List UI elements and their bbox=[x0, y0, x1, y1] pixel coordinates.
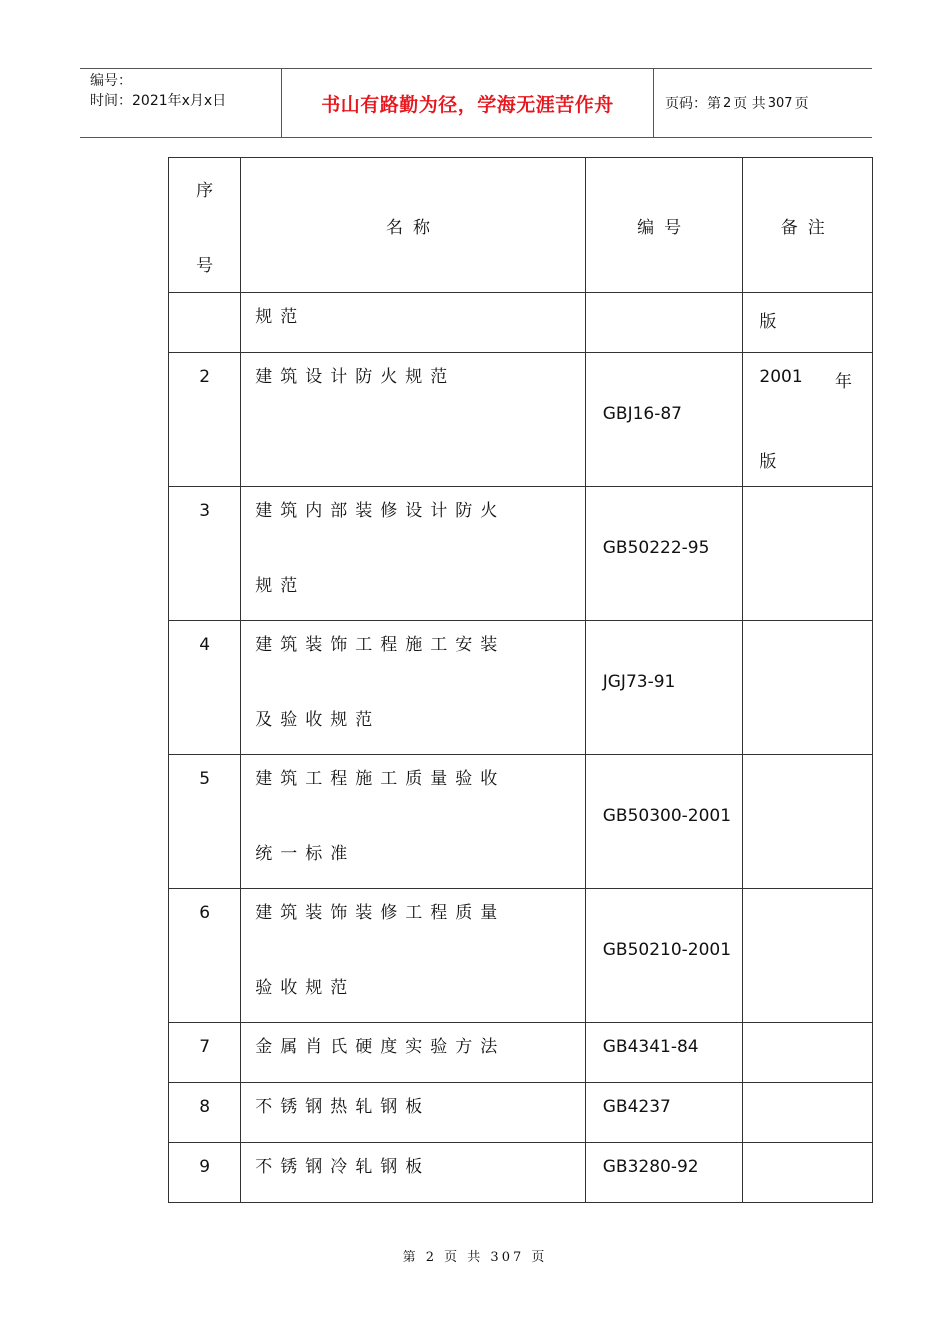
cell-note bbox=[743, 1023, 873, 1083]
table-row bbox=[169, 889, 873, 1023]
doc-time: 时间：2021年x月x日 bbox=[90, 93, 227, 109]
name-line: 建筑装饰装修工程质量 bbox=[255, 903, 506, 923]
cell-seq: 9 bbox=[169, 1143, 241, 1203]
table-row bbox=[169, 621, 873, 755]
name-line: 验收规范 bbox=[255, 978, 356, 998]
cell-seq: 8 bbox=[169, 1083, 241, 1143]
name-line: 及验收规范 bbox=[255, 710, 381, 730]
cell-code: GB50300-2001 bbox=[585, 755, 743, 889]
header-seq: 序 号 bbox=[169, 158, 241, 293]
page-prefix: 页码：第 bbox=[665, 96, 721, 112]
cell-seq: 5 bbox=[169, 755, 241, 889]
cell-code: GB3280-92 bbox=[585, 1143, 743, 1203]
note-edition: 版 bbox=[759, 452, 777, 472]
cell-code: GB50210-2001 bbox=[585, 889, 743, 1023]
header-name: 名称 bbox=[241, 158, 585, 293]
cell-seq: 6 bbox=[169, 889, 241, 1023]
cell-note bbox=[743, 889, 873, 1023]
table-row bbox=[169, 755, 873, 889]
cell-code: GB4237 bbox=[585, 1083, 743, 1143]
cell-name bbox=[241, 1023, 585, 1083]
cell-code bbox=[585, 293, 743, 353]
cell-note bbox=[743, 293, 873, 353]
page-suffix: 页 bbox=[794, 96, 809, 112]
name-line: 金属肖氏硬度实验方法 bbox=[255, 1037, 506, 1057]
cell-code: GB50222-95 bbox=[585, 487, 743, 621]
cell-note bbox=[743, 755, 873, 889]
name-line: 不锈钢热轧钢板 bbox=[255, 1097, 431, 1117]
table-row bbox=[169, 1023, 873, 1083]
page-header bbox=[80, 68, 872, 138]
page-current: 2 bbox=[723, 95, 732, 111]
cell-note bbox=[743, 1083, 873, 1143]
standards-table bbox=[168, 157, 873, 1203]
cell-name bbox=[241, 293, 585, 353]
name-line: 规范 bbox=[255, 307, 306, 327]
page-footer: 第 2 页 共 307 页 bbox=[402, 1250, 548, 1265]
cell-seq: 7 bbox=[169, 1023, 241, 1083]
table-row bbox=[169, 487, 873, 621]
cell-seq: 4 bbox=[169, 621, 241, 755]
cell-note bbox=[743, 353, 873, 487]
header-meta bbox=[80, 69, 282, 137]
name-line: 建筑内部装修设计防火 bbox=[255, 501, 506, 521]
table-row bbox=[169, 1083, 873, 1143]
cell-code: GB4341-84 bbox=[585, 1023, 743, 1083]
cell-note bbox=[743, 1143, 873, 1203]
cell-name bbox=[241, 621, 585, 755]
header-note: 备注 bbox=[743, 158, 873, 293]
cell-name bbox=[241, 487, 585, 621]
page-mid: 页 共 bbox=[733, 96, 766, 112]
table-row bbox=[169, 353, 873, 487]
cell-name bbox=[241, 1083, 585, 1143]
cell-note bbox=[743, 487, 873, 621]
cell-seq: 2 bbox=[169, 353, 241, 487]
table-body bbox=[169, 293, 873, 1203]
cell-note bbox=[743, 621, 873, 755]
header-code: 编号 bbox=[585, 158, 743, 293]
name-line: 不锈钢冷轧钢板 bbox=[255, 1157, 431, 1177]
cell-name bbox=[241, 889, 585, 1023]
cell-seq bbox=[169, 293, 241, 353]
doc-code-label: 编号： bbox=[90, 73, 132, 89]
cell-code: JGJ73-91 bbox=[585, 621, 743, 755]
header-motto: 书山有路勤为径，学海无涯苦作舟 bbox=[282, 69, 654, 137]
note-year-unit: 年 bbox=[835, 372, 852, 392]
table-row bbox=[169, 293, 873, 353]
page-total: 307 bbox=[767, 95, 793, 111]
name-line: 规范 bbox=[255, 576, 306, 596]
table-header-row bbox=[169, 158, 873, 293]
header-page-info bbox=[654, 69, 872, 137]
name-line: 统一标准 bbox=[255, 844, 356, 864]
cell-name bbox=[241, 353, 585, 487]
cell-name bbox=[241, 755, 585, 889]
name-line: 建筑工程施工质量验收 bbox=[255, 769, 506, 789]
cell-code: GBJ16-87 bbox=[585, 353, 743, 487]
cell-name bbox=[241, 1143, 585, 1203]
note-year: 2001 bbox=[759, 367, 803, 387]
note-line: 版 bbox=[759, 312, 777, 332]
cell-seq: 3 bbox=[169, 487, 241, 621]
name-line: 建筑装饰工程施工安装 bbox=[255, 635, 506, 655]
table-row bbox=[169, 1143, 873, 1203]
name-line: 建筑设计防火规范 bbox=[255, 367, 456, 387]
